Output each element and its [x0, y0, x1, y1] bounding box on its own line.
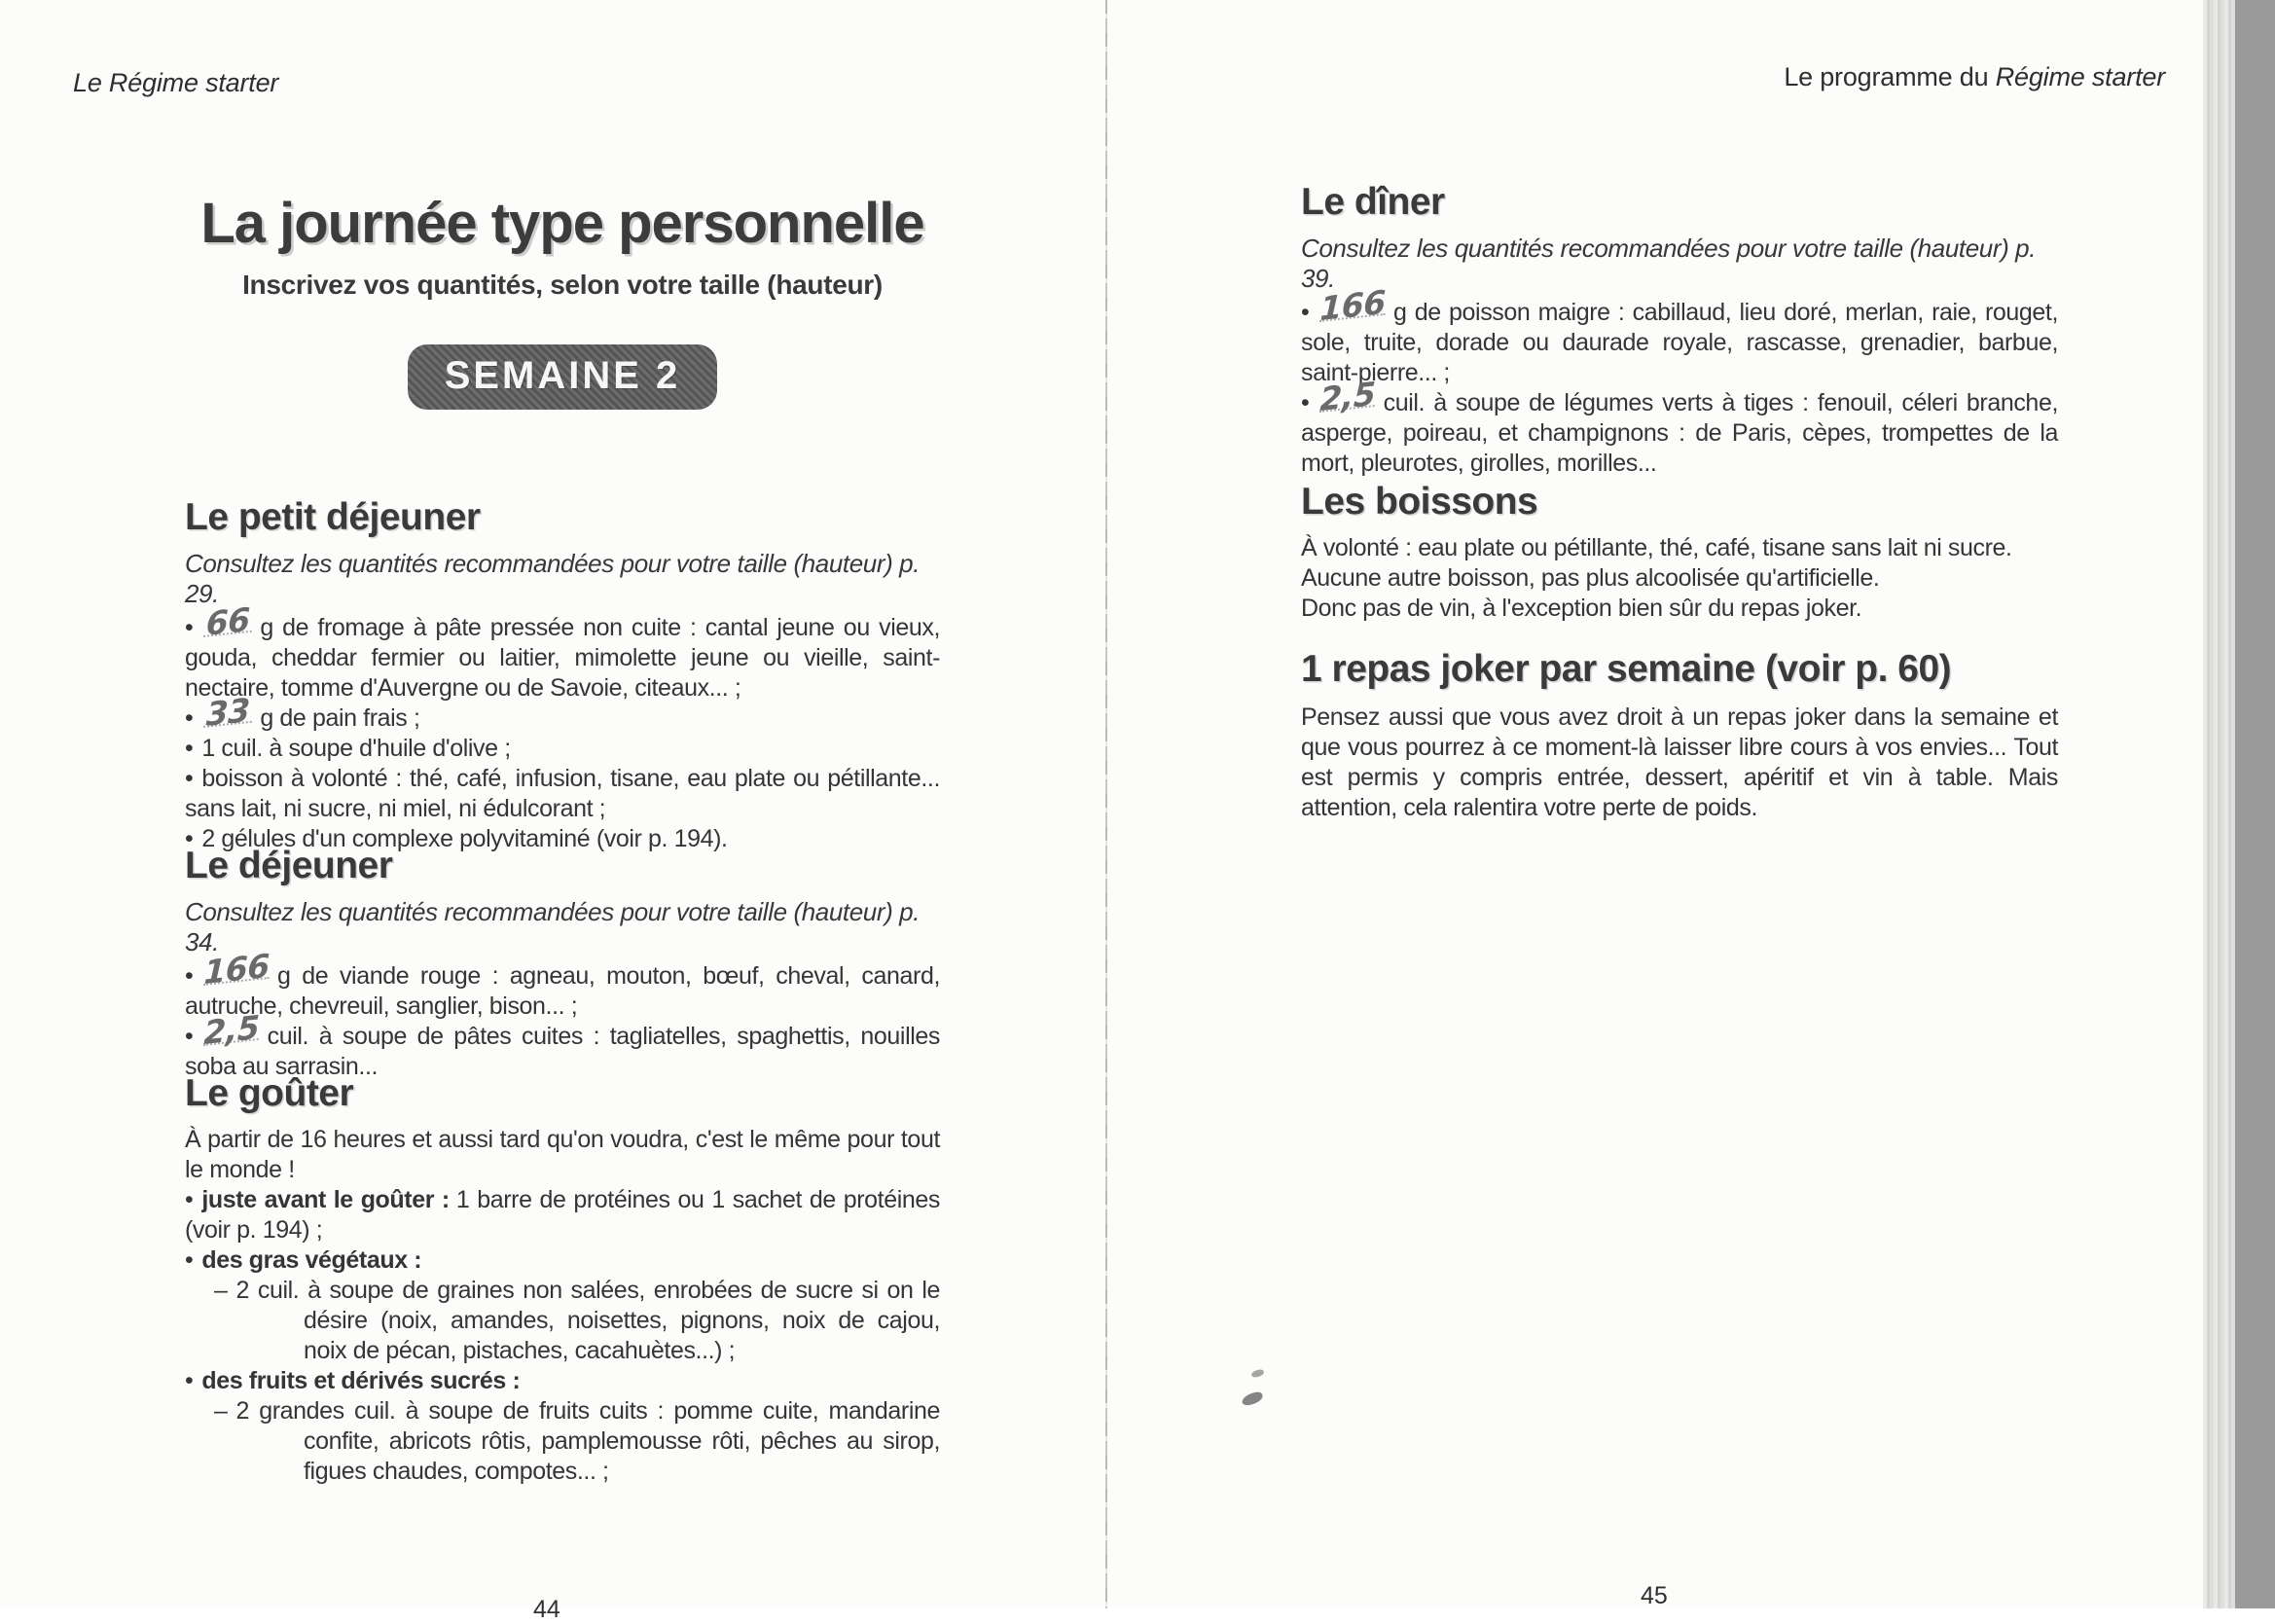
- sub-list-item: [214, 1276, 940, 1366]
- list-item: [185, 1366, 940, 1396]
- paragraph: Aucune autre boisson, pas plus alcoolisée qu'artificielle.: [1301, 564, 1880, 592]
- handwritten-quantity: 2,5: [203, 1007, 261, 1053]
- week-badge: SEMAINE 2: [408, 344, 718, 410]
- page-number-left: 44: [533, 1596, 560, 1623]
- section-diner: [1301, 181, 2058, 479]
- item-lead: des gras végétaux :: [201, 1246, 422, 1274]
- section-heading: Le déjeuner: [185, 845, 393, 886]
- dash-marker: –: [214, 1277, 228, 1304]
- item-text: 1 cuil. à soupe d'huile d'olive ;: [201, 735, 511, 762]
- item-text: g de viande rouge : agneau, mouton, bœuf, cheval, canard, autruche, chevreuil, sanglier, bison... ;: [185, 962, 940, 1020]
- item-text: g de pain frais ;: [260, 704, 420, 732]
- item-text: cuil. à soupe de pâtes cuites : tagliatelles, spaghettis, nouilles soba au sarrasin...: [185, 1023, 940, 1080]
- handwritten-quantity: 33: [203, 700, 253, 728]
- page-number-right: 45: [1641, 1582, 1668, 1609]
- bullet-marker: •: [185, 825, 194, 852]
- consult-note: Consultez les quantités recommandées pour votre taille (hauteur) p. 29.: [185, 549, 921, 608]
- bullet-marker: •: [185, 765, 194, 792]
- list-item: [185, 734, 940, 764]
- scan-background-edge: [2235, 0, 2275, 1608]
- item-lead: juste avant le goûter :: [201, 1186, 450, 1213]
- item-text: g de poisson maigre : cabillaud, lieu doré, merlan, raie, rouget, sole, truite, dorade ou daurade royale, rascasse, grenadier, barbue, saint-pierre... ;: [1301, 299, 2058, 386]
- consult-note: Consultez les quantités recommandées pour votre taille (hauteur) p. 34.: [185, 897, 921, 956]
- item-text: 2 gélules d'un complexe polyvitaminé (voir p. 194).: [201, 825, 728, 852]
- week-badge-row: [185, 344, 940, 410]
- list-item: [185, 946, 940, 1022]
- handwritten-quantity: 166: [1319, 282, 1387, 329]
- bullet-marker: •: [185, 614, 194, 641]
- page-title: La journée type personnelle: [200, 192, 924, 255]
- list-item: [185, 764, 940, 824]
- list-item: [1301, 374, 2058, 479]
- item-lead: des fruits et dérivés sucrés :: [201, 1367, 521, 1394]
- handwritten-quantity: 66: [203, 609, 253, 637]
- item-text: cuil. à soupe de légumes verts à tiges : fenouil, céleri branche, asperge, poireau, et champignons : de Paris, cèpes, trompettes de la mort, pleurotes, girolles, morilles...: [1301, 389, 2058, 477]
- bullet-marker: •: [185, 1186, 194, 1213]
- paragraph: Pensez aussi que vous avez droit à un repas joker dans la semaine et que vous pourrez à ce moment-là laisser libre cours à vos envies... Tout est permis y compris entrée, dessert, apéritif et vin à table. Mais attention, cela ralentira votre perte de poids.: [1301, 704, 2058, 821]
- section-repas-joker: [1301, 648, 2058, 823]
- running-head-book-title: Régime starter: [1995, 62, 2165, 91]
- page-gutter-line: [1105, 0, 1107, 1608]
- item-text: g de fromage à pâte pressée non cuite : cantal jeune ou vieux, gouda, cheddar fermier ou laitier, mimolette jeune ou vieille, saint-nectaire, tomme d'Auvergne ou de Savoie, citeaux... ;: [185, 614, 940, 702]
- item-text: 1 barre de protéines ou 1 sachet de protéines (voir p. 194) ;: [185, 1186, 940, 1244]
- section-heading: Les boissons: [1301, 481, 1538, 523]
- bullet-marker: •: [185, 735, 194, 762]
- list-item: [185, 1185, 940, 1245]
- section-heading: Le dîner: [1301, 181, 1445, 223]
- bullet-marker: •: [1301, 389, 1310, 416]
- bullet-marker: •: [185, 1367, 194, 1394]
- section-boissons: [1301, 481, 2058, 624]
- list-item: [1301, 282, 2058, 388]
- list-item: [185, 690, 940, 734]
- paragraph: À volonté : eau plate ou pétillante, thé, café, tisane sans lait ni sucre.: [1301, 534, 2012, 561]
- handwritten-quantity: 2,5: [1319, 374, 1377, 419]
- paragraph: Donc pas de vin, à l'exception bien sûr du repas joker.: [1301, 595, 1862, 622]
- bullet-marker: •: [185, 704, 194, 732]
- smudge-mark: [1241, 1390, 1264, 1407]
- title-block: [185, 191, 940, 301]
- list-item: [185, 1245, 940, 1276]
- sub-list-item: [214, 1396, 940, 1487]
- bullet-marker: •: [1301, 299, 1310, 326]
- item-text: 2 cuil. à soupe de graines non salées, enrobées de sucre si on le désire (noix, amandes, noisettes, pignons, noix de cajou, noix de pécan, pistaches, cacahuètes...) ;: [235, 1277, 940, 1364]
- bullet-marker: •: [185, 1246, 194, 1274]
- section-heading: Le petit déjeuner: [185, 496, 481, 538]
- list-item: [185, 599, 940, 704]
- handwritten-quantity: 166: [203, 946, 271, 992]
- running-head-left: Le Régime starter: [73, 68, 279, 97]
- item-text: boisson à volonté : thé, café, infusion, tisane, eau plate ou pétillante... sans lait, ni sucre, ni miel, ni édulcorant ;: [185, 765, 940, 822]
- section-petit-dejeuner: [185, 496, 940, 854]
- bullet-marker: •: [185, 962, 194, 990]
- scan-page-edge: [2203, 0, 2235, 1608]
- section-dejeuner: [185, 845, 940, 1082]
- section-heading: Le goûter: [185, 1072, 354, 1114]
- section-intro: À partir de 16 heures et aussi tard qu'on voudra, c'est le même pour tout le monde !: [185, 1126, 940, 1183]
- smudge-mark: [1250, 1369, 1264, 1379]
- consult-note: Consultez les quantités recommandées pour votre taille (hauteur) p. 39.: [1301, 234, 2037, 293]
- running-head-right: Le programme du Régime starter: [1784, 62, 2165, 91]
- dash-marker: –: [214, 1397, 228, 1425]
- item-text: 2 grandes cuil. à soupe de fruits cuits : pomme cuite, mandarine confite, abricots rôtis, pamplemousse rôti, pêches au sirop, figues chaudes, compotes... ;: [235, 1397, 940, 1485]
- section-gouter: [185, 1072, 940, 1487]
- page-subtitle: Inscrivez vos quantités, selon votre taille (hauteur): [242, 270, 883, 300]
- bullet-marker: •: [185, 1023, 194, 1050]
- section-heading: 1 repas joker par semaine (voir p. 60): [1301, 648, 1952, 690]
